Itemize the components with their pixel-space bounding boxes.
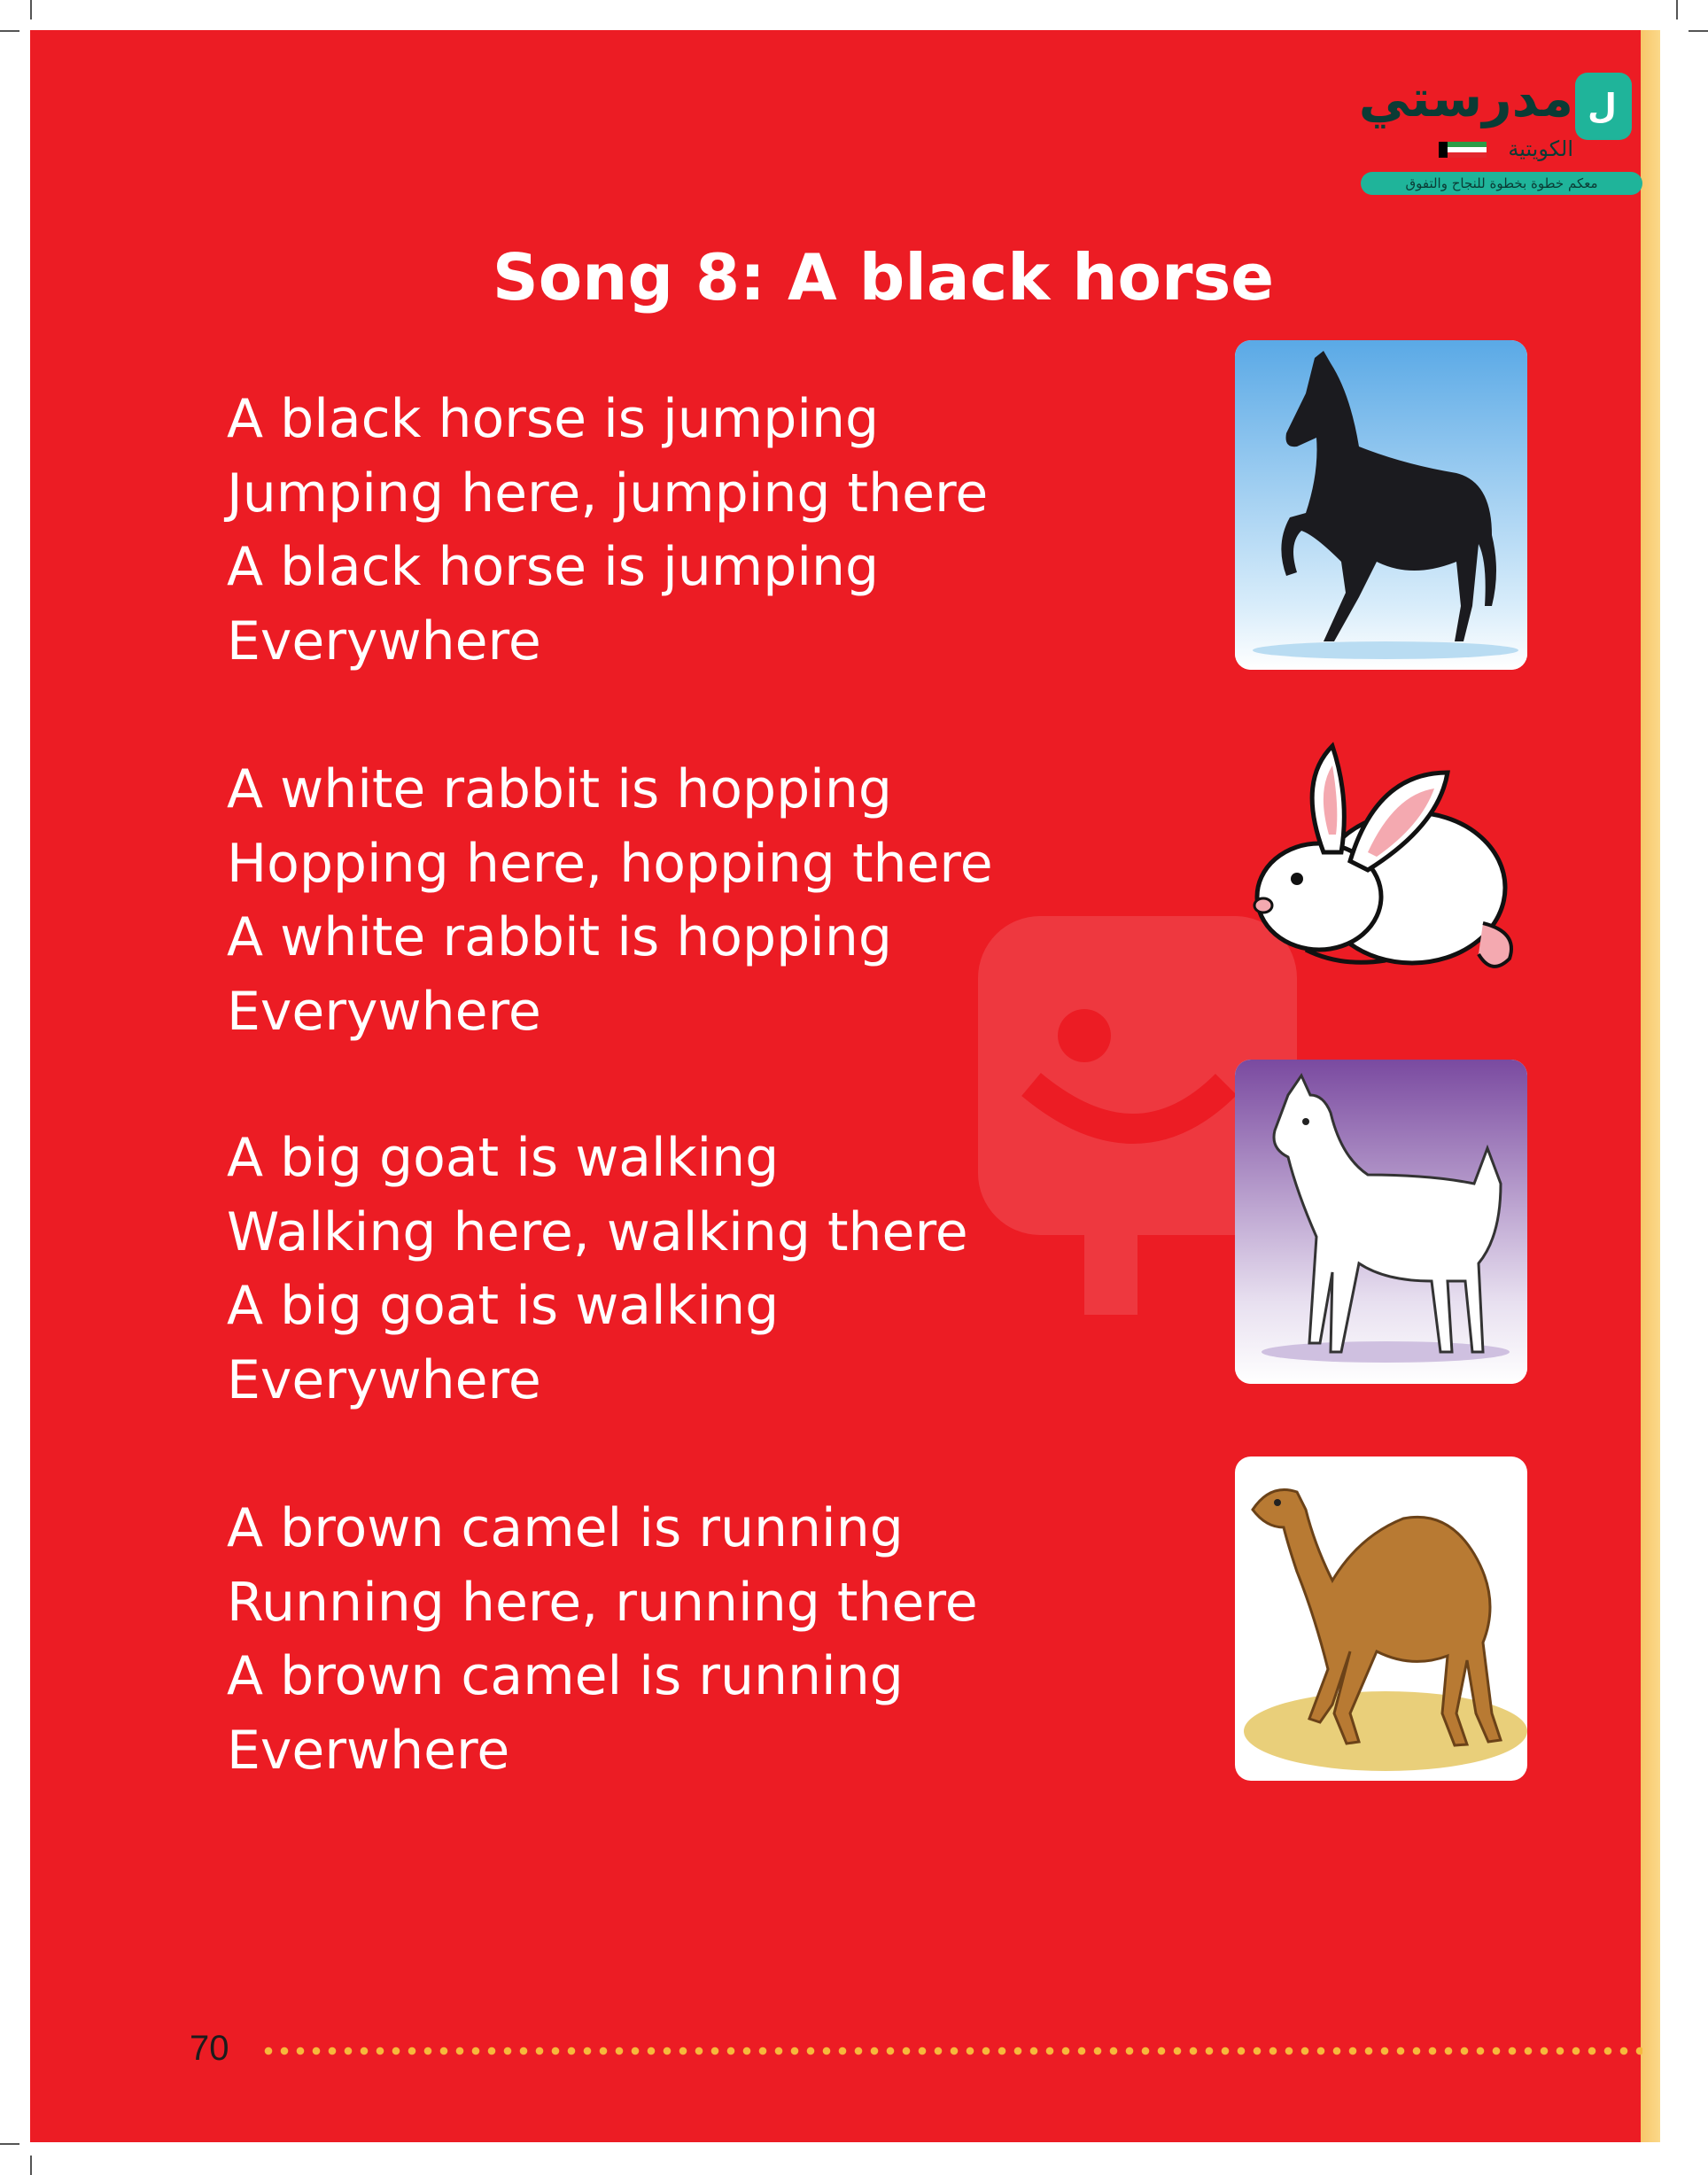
- logo-name: مدرستي: [1358, 68, 1573, 128]
- verse-line: Everywhere: [227, 1348, 541, 1411]
- verse-line: A brown camel is running: [227, 1497, 904, 1559]
- logo-badge: [1575, 73, 1632, 140]
- white-rabbit-picture: [1235, 711, 1527, 1022]
- crop-mark: [1689, 30, 1708, 32]
- verse-line: A black horse is jumping: [227, 536, 880, 598]
- crop-mark: [30, 2156, 32, 2175]
- verse-line: A brown camel is running: [227, 1645, 904, 1707]
- verse-3: [227, 1122, 1201, 1418]
- crop-mark: [1676, 0, 1678, 19]
- kuwait-flag-icon: [1439, 142, 1487, 158]
- verse-line: Everywhere: [227, 980, 541, 1043]
- verse-line: A black horse is jumping: [227, 388, 880, 450]
- song-title: Song 8: A black horse: [492, 240, 1275, 315]
- page-number: 70: [190, 2029, 229, 2068]
- verse-line: Jumping here, jumping there: [227, 462, 989, 524]
- verse-line: A big goat is walking: [227, 1275, 780, 1337]
- brown-camel-icon: [1235, 1456, 1527, 1781]
- verse-line: Running here, running there: [227, 1571, 978, 1634]
- logo-tagline: معكم خطوة بخطوة للنجاح والتفوق: [1361, 172, 1642, 195]
- verse-1: [227, 383, 1201, 679]
- crop-mark: [30, 0, 32, 19]
- verse-line: A white rabbit is hopping: [227, 758, 892, 820]
- verse-line: Everwhere: [227, 1719, 510, 1782]
- verse-line: Everywhere: [227, 610, 541, 672]
- song-page: [30, 30, 1660, 2142]
- white-goat-picture: [1235, 1060, 1527, 1384]
- logo-subtitle: الكويتية: [1508, 136, 1573, 161]
- page-edge-strip: [1641, 30, 1660, 2142]
- black-horse-picture: [1235, 340, 1527, 670]
- black-horse-icon: [1235, 340, 1527, 670]
- dotted-footer-line: [260, 2047, 1642, 2055]
- verse-line: A big goat is walking: [227, 1127, 780, 1189]
- crop-mark: [0, 2143, 19, 2145]
- logo-badge-letter: ل: [1588, 87, 1617, 126]
- white-goat-icon: [1235, 1060, 1527, 1384]
- brown-camel-picture: [1235, 1456, 1527, 1781]
- verse-2: [227, 753, 1201, 1049]
- verse-line: A white rabbit is hopping: [227, 906, 892, 968]
- madrasati-logo: [1358, 67, 1653, 200]
- verse-line: Walking here, walking there: [227, 1200, 968, 1263]
- verse-line: Hopping here, hopping there: [227, 832, 993, 895]
- white-rabbit-icon: [1235, 711, 1527, 1022]
- crop-mark: [0, 30, 19, 32]
- verse-4: [227, 1492, 1201, 1788]
